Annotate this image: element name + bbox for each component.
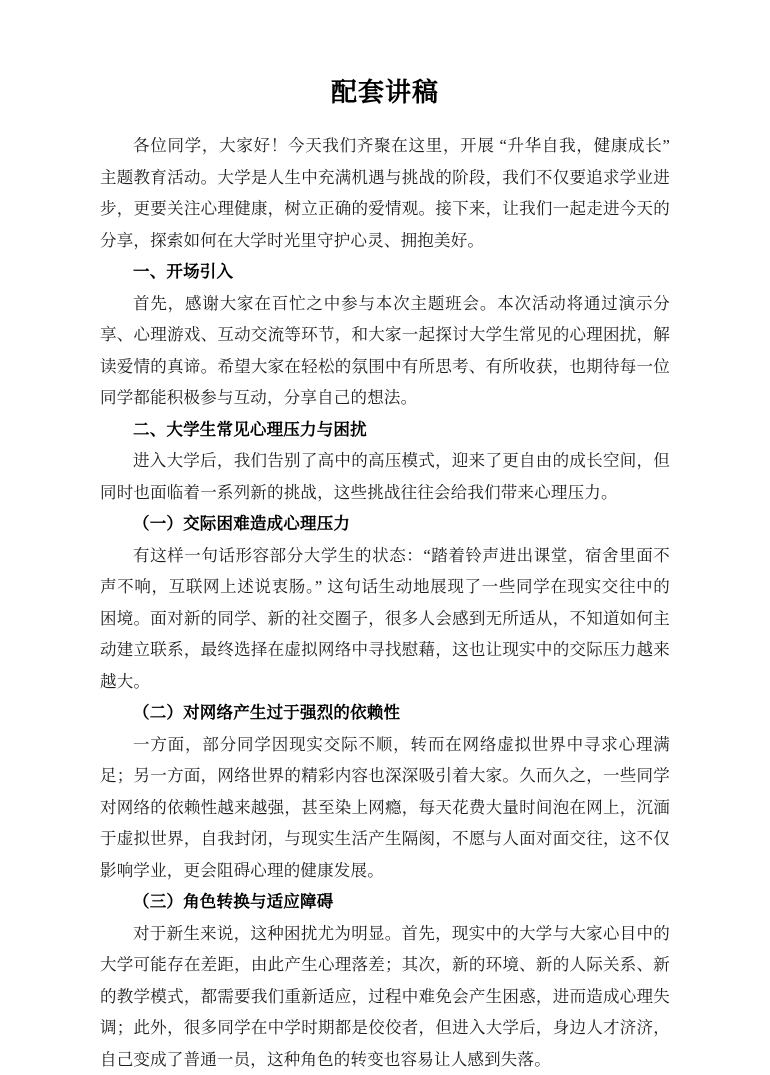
subsection-heading: （一）交际困难造成心理压力: [100, 508, 670, 540]
body-paragraph: 进入大学后，我们告别了高中的高压模式，迎来了更自由的成长空间，但同时也面临着一系列新的挑战，这些挑战往往会给我们带来心理压力。: [100, 445, 670, 508]
subsection-heading: （二）对网络产生过于强烈的依赖性: [100, 697, 670, 729]
body-paragraph: 有这样一句话形容部分大学生的状态：“踏着铃声进出课堂，宿舍里面不声不响，互联网上述说衷肠。” 这句话生动地展现了一些同学在现实交往中的困境。面对新的同学、新的社交圈子，很多人会感到无所适从，不知道如何主动建立联系，最终选择在虚拟网络中寻找慰藉，这也让现实中的交际压力越来越大。: [100, 540, 670, 698]
body-paragraph: 首先，感谢大家在百忙之中参与本次主题班会。本次活动将通过演示分享、心理游戏、互动交流等环节，和大家一起探讨大学生常见的心理困扰，解读爱情的真谛。希望大家在轻松的氛围中有所思考、有所收获，也期待每一位同学都能积极参与互动，分享自己的想法。: [100, 288, 670, 414]
subsection-heading: （三）角色转换与适应障碍: [100, 886, 670, 918]
document-blocks: [100, 130, 670, 1075]
document-body: [100, 0, 670, 1075]
body-paragraph: 各位同学，大家好！今天我们齐聚在这里，开展 “升华自我，健康成长” 主题教育活动。大学是人生中充满机遇与挑战的阶段，我们不仅要追求学业进步，更要关注心理健康，树立正确的爱情观。接下来，让我们一起走进今天的分享，探索如何在大学时光里守护心灵、拥抱美好。: [100, 130, 670, 256]
body-paragraph: 一方面，部分同学因现实交际不顺，转而在网络虚拟世界中寻求心理满足；另一方面，网络世界的精彩内容也深深吸引着大家。久而久之，一些同学对网络的依赖性越来越强，甚至染上网瘾，每天花费大量时间泡在网上，沉湎于虚拟世界，自我封闭，与现实生活产生隔阂，不愿与人面对面交往，这不仅影响学业，更会阻碍心理的健康发展。: [100, 729, 670, 887]
section-heading: 二、大学生常见心理压力与困扰: [100, 414, 670, 446]
section-heading: 一、开场引入: [100, 256, 670, 288]
body-paragraph: 对于新生来说，这种困扰尤为明显。首先，现实中的大学与大家心目中的大学可能存在差距，由此产生心理落差；其次，新的环境、新的人际关系、新的教学模式，都需要我们重新适应，过程中难免会产生困惑，进而造成心理失调；此外，很多同学在中学时期都是佼佼者，但进入大学后，身边人才济济，自己变成了普通一员，这种角色的转变也容易让人感到失落。: [100, 918, 670, 1075]
page-title: 配套讲稿: [100, 0, 670, 130]
